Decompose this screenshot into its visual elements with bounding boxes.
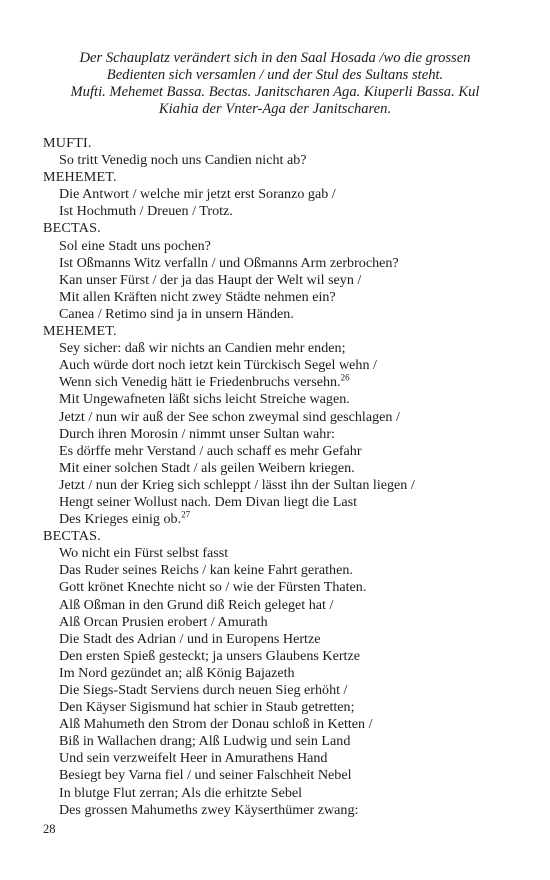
verse-line xyxy=(43,203,523,220)
verse-text: Auch würde dort noch ietzt kein Türckisch Segel wehn / xyxy=(59,357,377,374)
verse-line xyxy=(43,340,523,357)
stage-direction xyxy=(30,50,520,118)
verse-text: Mit allen Kräften nicht zwey Städte nehmen ein? xyxy=(59,288,336,305)
verse-text: Ist Oßmanns Witz verfalln / und Oßmanns Arm zerbrochen? xyxy=(59,254,399,271)
verse-line xyxy=(43,750,523,767)
speaker-name: BECTAS. xyxy=(43,220,101,237)
verse-line xyxy=(43,767,523,784)
verse-text: Es dörffe mehr Verstand / auch schaff es mehr Gefahr xyxy=(59,442,362,459)
verse-line xyxy=(43,306,523,323)
verse-text: Des Krieges einig ob. xyxy=(59,511,182,528)
verse-text: Wenn sich Venedig hätt ie Friedenbruchs versehn. xyxy=(59,374,341,391)
verse-text: In blutge Flut zerran; Als die erhitzte Sebel xyxy=(59,784,303,801)
verse-text: Des grossen Mahumeths zwey Käyserthümer zwang: xyxy=(59,801,359,818)
verse-text: Canea / Retimo sind ja in unsern Händen. xyxy=(59,305,294,322)
verse-line xyxy=(43,545,523,562)
verse-line xyxy=(43,631,523,648)
verse-line xyxy=(43,391,523,408)
verse-text: Sol eine Stadt uns pochen? xyxy=(59,237,211,254)
verse-text: Das Ruder seines Reichs / kan keine Fahrt gerathen. xyxy=(59,562,353,579)
verse-text: Den ersten Spieß gesteckt; ja unsers Glaubens Kertze xyxy=(59,647,360,664)
verse-line xyxy=(43,614,523,631)
verse-line xyxy=(43,665,523,682)
verse-line xyxy=(43,152,523,169)
verse-line xyxy=(43,426,523,443)
verse-line xyxy=(43,802,523,819)
verse-line xyxy=(43,272,523,289)
verse-text: Jetzt / nun der Krieg sich schleppt / lässt ihn der Sultan liegen / xyxy=(59,476,415,493)
verse-line xyxy=(43,289,523,306)
speaker-name: MEHEMET. xyxy=(43,169,117,186)
verse-line xyxy=(43,477,523,494)
verse-text: Und sein verzweifelt Heer in Amurathens Hand xyxy=(59,750,328,767)
stage-direction-line: Bedienten sich versamlen / und der Stul des Sultans steht. xyxy=(106,67,444,83)
verse-text: Mit einer solchen Stadt / als geilen Weibern kriegen. xyxy=(59,459,355,476)
footnote-marker[interactable]: 26 xyxy=(340,372,350,383)
verse-text: Den Käyser Sigismund hat schier in Staub getretten; xyxy=(59,699,355,716)
verse-line xyxy=(43,648,523,665)
verse-text: Jetzt / nun wir auß der See schon zweymal sind geschlagen / xyxy=(59,408,400,425)
verse-line xyxy=(43,579,523,596)
verse-line xyxy=(43,460,523,477)
stage-direction-line: Mufti. Mehemet Bassa. Bectas. Janitscharen Aga. Kiuperli Bassa. Kul xyxy=(70,84,480,100)
verse-text: Im Nord gezündet an; alß König Bajazeth xyxy=(59,664,295,681)
verse-text: Biß in Wallachen drang; Alß Ludwig und sein Land xyxy=(59,733,351,750)
verse-line xyxy=(43,357,523,374)
stage-direction-line: Der Schauplatz verändert sich in den Saal Hosada /wo die grossen xyxy=(79,50,471,66)
verse-line xyxy=(43,562,523,579)
verse-text: Gott krönet Knechte nicht so / wie der Fürsten Thaten. xyxy=(59,579,367,596)
verse-text: Alß Oßman in den Grund diß Reich geleget hat / xyxy=(59,596,334,613)
verse-line xyxy=(43,494,523,511)
verse-text: Wo nicht ein Fürst selbst fasst xyxy=(59,545,229,562)
speaker-name: MEHEMET. xyxy=(43,323,117,340)
verse-line xyxy=(43,186,523,203)
verse-text: Die Antwort / welche mir jetzt erst Soranzo gab / xyxy=(59,186,336,203)
verse-text: Hengt seiner Wollust nach. Dem Divan liegt die Last xyxy=(59,493,358,510)
verse-text: Alß Mahumeth den Strom der Donau schloß in Ketten / xyxy=(59,716,373,733)
verse-text: Alß Orcan Prusien erobert / Amurath xyxy=(59,613,268,630)
verse-line xyxy=(43,511,523,528)
verse-line xyxy=(43,716,523,733)
verse-text: Die Siegs-Stadt Serviens durch neuen Sieg erhöht / xyxy=(59,682,348,698)
verse-text: Sey sicher: daß wir nichts an Candien mehr enden; xyxy=(59,340,346,357)
page-number: 28 xyxy=(43,822,56,836)
verse-line xyxy=(43,374,523,391)
verse-text: Die Stadt des Adrian / und in Europens Hertze xyxy=(59,630,321,647)
verse-line xyxy=(43,699,523,716)
verse-line xyxy=(43,733,523,750)
verse-text: Ist Hochmuth / Dreuen / Trotz. xyxy=(59,203,233,220)
verse-text: Kan unser Fürst / der ja das Haupt der Welt wil seyn / xyxy=(59,271,362,288)
verse-line xyxy=(43,409,523,426)
verse-text: Durch ihren Morosin / nimmt unser Sultan wahr: xyxy=(59,425,335,442)
verse-text: Mit Ungewafneten läßt sichs leicht Streiche wagen. xyxy=(59,391,350,408)
verse-line xyxy=(43,238,523,255)
verse-text: Besiegt bey Varna fiel / und seiner Falschheit Nebel xyxy=(59,767,352,784)
stage-direction-line: Kiahia der Vnter-Aga der Janitscharen. xyxy=(158,101,392,117)
verse-line xyxy=(43,785,523,802)
speaker-name: MUFTI. xyxy=(43,135,92,151)
verse-line xyxy=(43,255,523,272)
verse-line xyxy=(43,443,523,460)
verse-line xyxy=(43,682,523,699)
footnote-marker[interactable]: 27 xyxy=(181,509,191,520)
dialogue xyxy=(43,135,523,819)
verse-text: So tritt Venedig noch uns Candien nicht ab? xyxy=(59,152,307,169)
speaker-name: BECTAS. xyxy=(43,528,101,545)
verse-line xyxy=(43,597,523,614)
